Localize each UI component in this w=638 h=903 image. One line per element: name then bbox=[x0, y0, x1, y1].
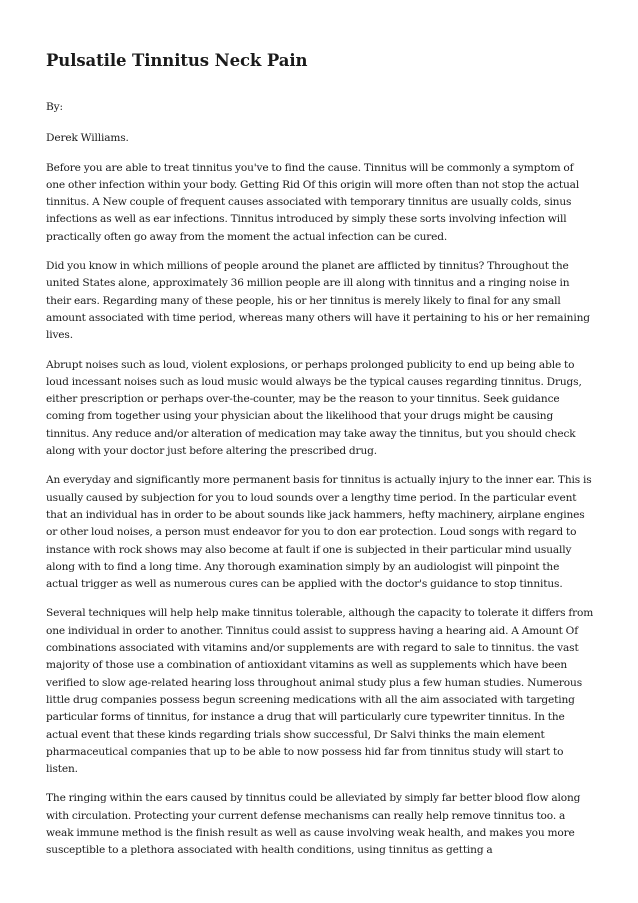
paragraph-5: Several techniques will help help make tinnitus tolerable, although the capacity to tolerate it differs from one individual in order to another. Tinnitus could assist to suppress having a hearing aid. A Amount Of combinations associated with vitamins and/or supplements are with regard to sale to tinnitus. the vast majority of those use a combination of antioxidant vitamins as well as supplements which have been verified to slow age-related hearing loss throughout animal study plus a few human studies. Numerous little drug companies possess begun screening medications with all the aim associated with targeting particular forms of tinnitus, for instance a drug that will particularly cure typewriter tinnitus. In the actual event that these kinds regarding trials show successful, Dr Salvi thinks the main element pharmaceutical companies that up to be able to now possess hid far from tinnitus study will start to listen. bbox=[46, 607, 594, 776]
paragraph-2: Did you know in which millions of people around the planet are afflicted by tinnitus? Throughout the united States alone, approximately 36 million people are ill along with tinnitus and a ringing noise in their ears. Regarding many of these people, his or her tinnitus is merely likely to final for any small amount associated with time period, whereas many others will have it pertaining to his or her remaining lives. bbox=[46, 260, 590, 342]
paragraph-6: The ringing within the ears caused by tinnitus could be alleviated by simply far better blood flow along with circulation. Protecting your current defense mechanisms can really help remove tinnitus too. a weak immune method is the finish result as well as cause involving weak health, and makes you more susceptible to a plethora associated with health conditions, using tinnitus as getting a bbox=[46, 792, 581, 857]
document-page bbox=[46, 50, 594, 860]
paragraph-4: An everyday and significantly more permanent basis for tinnitus is actually injury to the inner ear. This is usually caused by subjection for you to loud sounds over a lengthy time period. In the particular event that an individual has in order to be about sounds like jack hammers, hefty machinery, airplane engines or other loud noises, a person must endeavor for you to don ear protection. Loud songs with regard to instance with rock shows may also become at fault if one is subjected in their particular mind usually along with to find a long time. Any thorough examination simply by an audiologist will pinpoint the actual trigger as well as numerous cures can be applied with the doctor's guidance to stop tinnitus. bbox=[46, 474, 592, 591]
byline-label: By: bbox=[46, 101, 63, 113]
document-title: Pulsatile Tinnitus Neck Pain bbox=[46, 51, 308, 70]
paragraph-1: Before you are able to treat tinnitus you've to find the cause. Tinnitus will be commonly a symptom of one other infection within your body. Getting Rid Of this origin will more often than not stop the actual tinnitus. A New couple of frequent causes associated with temporary tinnitus are usually colds, sinus infections as well as ear infections. Tinnitus introduced by simply these sorts involving infection will practically often go away from the moment the actual infection can be cured. bbox=[46, 161, 580, 243]
paragraph-3: Abrupt noises such as loud, violent explosions, or perhaps prolonged publicity to end up being able to loud incessant noises such as loud music would always be the typical causes regarding tinnitus. Drugs, either prescription or perhaps over-the-counter, may be the reason to your tinnitus. Seek guidance coming from together using your physician about the likelihood that your drugs might be causing tinnitus. Any reduce and/or alteration of medication may take away the tinnitus, but you should check along with your doctor just before altering the prescribed drug. bbox=[46, 358, 582, 458]
author-name: Derek Williams. bbox=[46, 132, 129, 145]
